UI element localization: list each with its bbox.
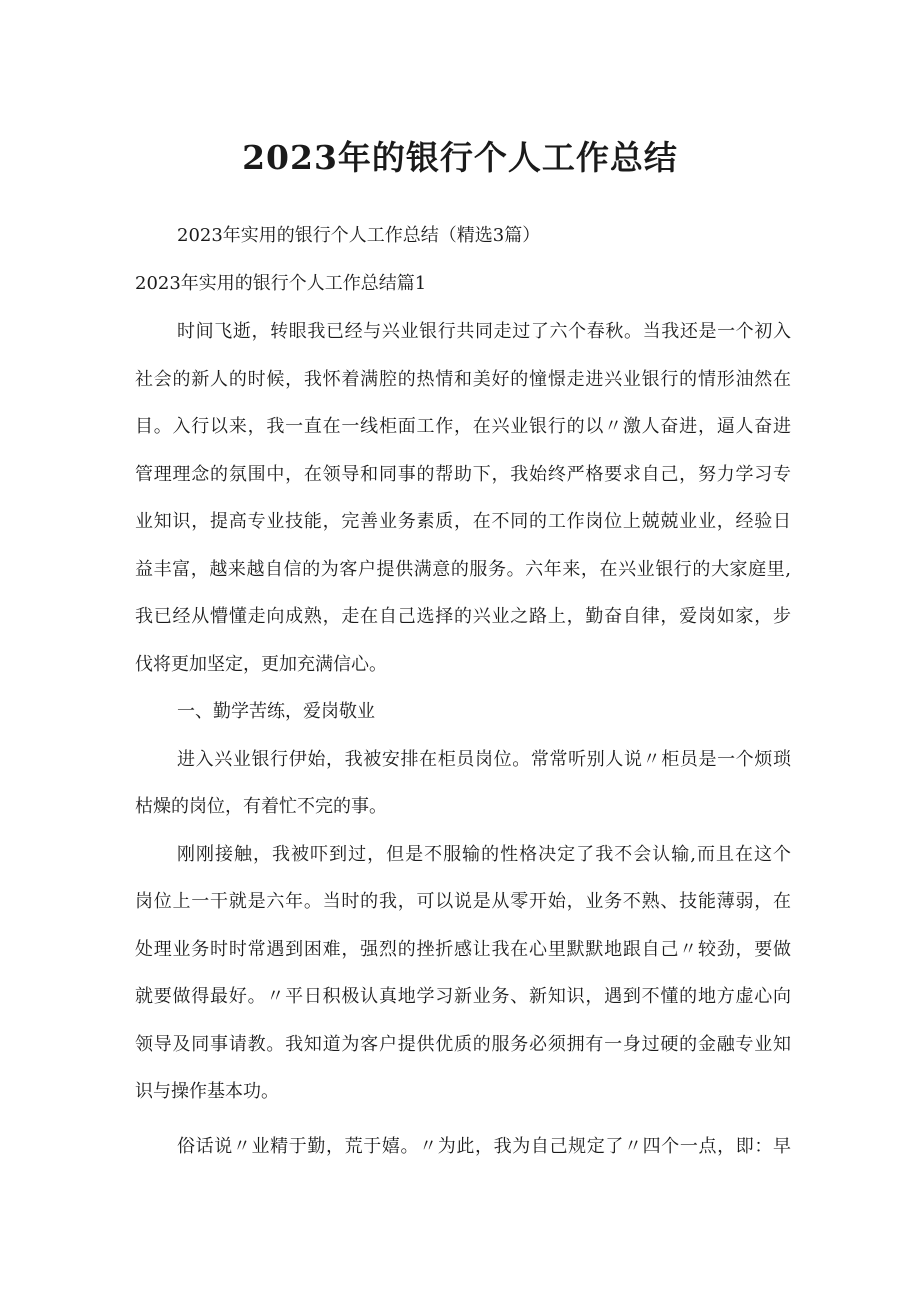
paragraph-line: 识与操作基本功。 [135, 1081, 279, 1102]
paragraph-line: 目。入行以来，我一直在一线柜面工作，在兴业银行的以〃激人奋进，逼人奋进 [135, 416, 791, 437]
paragraph-line: 进入兴业银行伊始，我被安排在柜员岗位。常常听别人说〃柜员是一个烦琐 [177, 749, 791, 770]
paragraph-line: 我已经从懵懂走向成熟，走在自己选择的兴业之路上，勤奋自律，爱岗如家，步 [135, 606, 791, 627]
paragraph-line: 益丰富，越来越自信的为客户提供满意的服务。六年来，在兴业银行的大家庭里, [135, 559, 791, 580]
paragraph-line: 枯燥的岗位，有着忙不完的事。 [135, 796, 387, 817]
section-heading: 一、勤学苦练，爱岗敬业 [177, 701, 375, 722]
paragraph-line: 社会的新人的时候，我怀着满腔的热情和美好的憧憬走进兴业银行的情形油然在 [135, 369, 791, 390]
document-subtitle: 2023年实用的银行个人工作总结（精选3篇） [177, 225, 541, 246]
paragraph-line: 伐将更加坚定，更加充满信心。 [135, 654, 387, 675]
paragraph-line: 时间飞逝，转眼我已经与兴业银行共同走过了六个春秋。当我还是一个初入 [177, 321, 791, 342]
paragraph-line: 管理理念的氛围中，在领导和同事的帮助下，我始终严格要求自己，努力学习专 [135, 464, 791, 485]
paragraph-line: 就要做得最好。〃平日积极认真地学习新业务、新知识，遇到不懂的地方虚心向 [135, 986, 791, 1007]
paragraph-line: 俗话说〃业精于勤，荒于嬉。〃为此，我为自己规定了〃四个一点，即：早 [177, 1136, 791, 1157]
paragraph-line: 刚刚接触，我被吓到过，但是不服输的性格决定了我不会认输,而且在这个 [177, 844, 791, 865]
part-heading: 2023年实用的银行个人工作总结篇1 [135, 273, 427, 294]
paragraph-line: 处理业务时时常遇到困难，强烈的挫折感让我在心里默默地跟自己〃较劲，要做 [135, 939, 791, 960]
paragraph-line: 领导及同事请教。我知道为客户提供优质的服务必须拥有一身过硬的金融专业知 [135, 1034, 791, 1055]
document-title: 2023年的银行个人工作总结 [242, 138, 678, 177]
paragraph-line: 岗位上一干就是六年。当时的我，可以说是从零开始，业务不熟、技能薄弱，在 [135, 891, 791, 912]
paragraph-line: 业知识，提高专业技能，完善业务素质，在不同的工作岗位上兢兢业业，经验日 [135, 511, 791, 532]
